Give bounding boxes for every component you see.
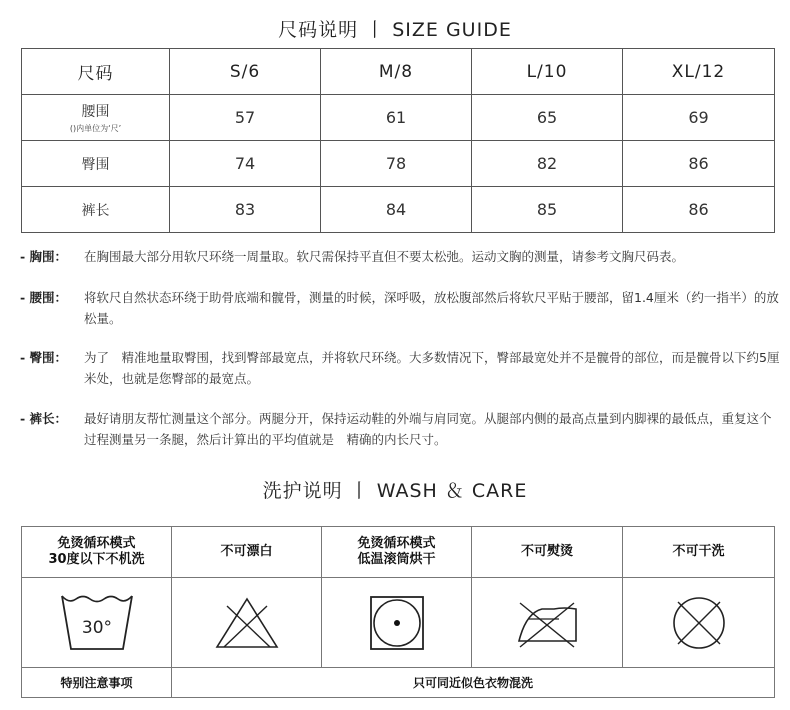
table-cell: 86 bbox=[623, 187, 775, 233]
care-title: 洗护说明 丨 WASH ＆ CARE bbox=[262, 480, 528, 502]
table-cell: 74 bbox=[170, 141, 321, 187]
care-label-row bbox=[22, 527, 775, 578]
care-label: 不可熨烫 bbox=[472, 527, 623, 578]
header-cell: S/6 bbox=[170, 49, 321, 95]
wash-temp: 30° bbox=[81, 617, 112, 638]
note-text: 在胸围最大部分用软尺环绕一周量取。软尺需保持平直但不要太松弛。运动文胸的测量，请参考文胸尺码表。 bbox=[84, 249, 685, 264]
row-label-text: 腰围 bbox=[81, 104, 110, 120]
table-cell: 83 bbox=[170, 187, 321, 233]
care-table bbox=[21, 526, 775, 698]
tumble-dry-low-icon bbox=[369, 595, 425, 651]
table-cell: 85 bbox=[472, 187, 623, 233]
care-icon-row bbox=[22, 578, 775, 668]
table-cell: 61 bbox=[321, 95, 472, 141]
care-icon-cell bbox=[172, 578, 322, 668]
care-icon-cell bbox=[322, 578, 472, 668]
table-cell: 69 bbox=[623, 95, 775, 141]
care-label bbox=[322, 527, 472, 578]
care-label-line: 免烫循环模式 bbox=[57, 536, 136, 551]
care-label-line: 免烫循环模式 bbox=[357, 536, 436, 551]
size-guide-title: 尺码说明 丨 SIZE GUIDE bbox=[278, 19, 512, 41]
header-cell: M/8 bbox=[321, 49, 472, 95]
care-label: 不可干洗 bbox=[623, 527, 775, 578]
care-label-line: 低温滚筒烘干 bbox=[357, 552, 436, 567]
note-label: - 臀围： bbox=[20, 350, 68, 365]
table-row bbox=[22, 187, 775, 233]
header-cell: 尺码 bbox=[22, 49, 170, 95]
note-label: - 腰围： bbox=[20, 290, 68, 305]
table-row bbox=[22, 95, 775, 141]
table-cell: 82 bbox=[472, 141, 623, 187]
note-hip bbox=[20, 347, 780, 389]
care-label: 不可漂白 bbox=[172, 527, 322, 578]
row-label: 臀围 bbox=[22, 141, 170, 187]
table-cell: 57 bbox=[170, 95, 321, 141]
note-chest bbox=[20, 246, 780, 267]
special-notes-label: 特别注意事项 bbox=[22, 668, 172, 698]
special-notes-text: 只可同近似色衣物混洗 bbox=[172, 668, 775, 698]
care-label bbox=[22, 527, 172, 578]
header-cell: XL/12 bbox=[623, 49, 775, 95]
size-table bbox=[21, 48, 775, 233]
table-row bbox=[22, 141, 775, 187]
no-dryclean-icon bbox=[670, 594, 728, 652]
table-cell: 84 bbox=[321, 187, 472, 233]
table-cell: 78 bbox=[321, 141, 472, 187]
note-text: 为了 精准地量取臀围，找到臀部最宽点，并将软尺环绕。大多数情况下，臀部最宽处并不是髋骨的部位，而是髋骨以下约5厘米处，也就是您臀部的最宽点。 bbox=[84, 350, 780, 386]
no-bleach-icon bbox=[214, 596, 280, 650]
header-cell: L/10 bbox=[472, 49, 623, 95]
care-label-line: 30度以下不机洗 bbox=[48, 552, 145, 567]
note-label: - 胸围： bbox=[20, 249, 68, 264]
care-icon-cell bbox=[22, 578, 172, 668]
note-text: 最好请朋友帮忙测量这个部分。两腿分开，保持运动鞋的外端与肩同宽。从腿部内侧的最高点量到内脚裸的最低点，重复这个过程测量另一条腿，然后计算出的平均值就是 精确的内长尺寸。 bbox=[84, 411, 772, 447]
note-waist bbox=[20, 287, 780, 329]
row-label bbox=[22, 95, 170, 141]
care-footer-row bbox=[22, 668, 775, 698]
size-table-header bbox=[22, 49, 775, 95]
row-label: 裤长 bbox=[22, 187, 170, 233]
table-cell: 86 bbox=[623, 141, 775, 187]
wash-30-icon bbox=[60, 594, 134, 652]
care-icon-cell bbox=[472, 578, 623, 668]
table-cell: 65 bbox=[472, 95, 623, 141]
note-text: 将软尺自然状态环绕于助骨底端和髋骨，测量的时候，深呼吸，放松腹部然后将软尺平贴于腰部，留1.4厘米（约一指半）的放松量。 bbox=[84, 290, 779, 326]
no-iron-icon bbox=[514, 597, 580, 649]
unit-note: ()内单位为‘尺’ bbox=[69, 124, 122, 133]
note-inseam bbox=[20, 408, 780, 450]
note-label: - 裤长： bbox=[20, 411, 68, 426]
care-icon-cell bbox=[623, 578, 775, 668]
